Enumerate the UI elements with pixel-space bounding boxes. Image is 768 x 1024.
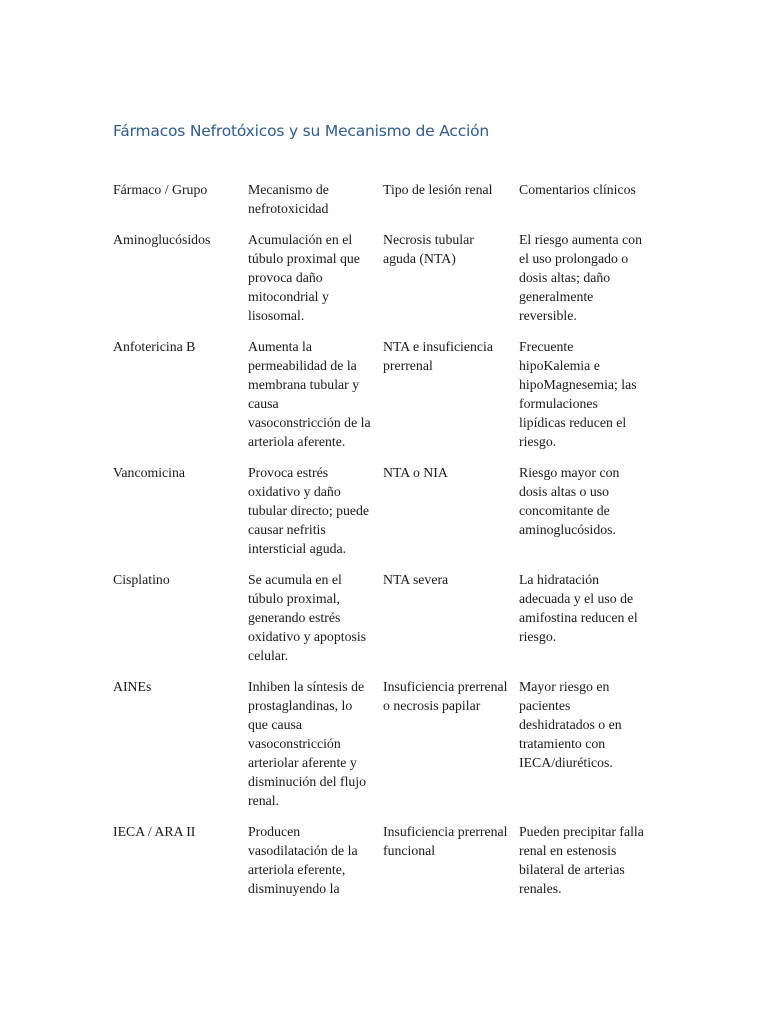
table-row xyxy=(113,822,673,898)
table-cell-mechanism: Aumenta la permeabilidad de la membrana tubular y causa vasoconstricción de la arteriola aferente. xyxy=(248,339,371,449)
table-cell-comments: Riesgo mayor con dosis altas o uso concomitante de aminoglucósidos. xyxy=(519,465,620,537)
table-cell-drug: AINEs xyxy=(113,679,152,694)
table-cell-drug: Cisplatino xyxy=(113,572,170,587)
table-cell-lesion: Insuficiencia prerrenal o necrosis papilar xyxy=(383,679,508,713)
drug-table xyxy=(113,180,673,910)
table-cell-drug: Vancomicina xyxy=(113,465,186,480)
table-row xyxy=(113,677,673,810)
table-cell-mechanism: Inhiben la síntesis de prostaglandinas, lo que causa vasoconstricción arteriolar aferente y disminución del flujo renal. xyxy=(248,679,367,808)
table-cell-drug: Anfotericina B xyxy=(113,339,196,354)
table-cell-lesion: NTA o NIA xyxy=(383,465,448,480)
page-title: Fármacos Nefrotóxicos y su Mecanismo de Acción xyxy=(113,122,490,140)
table-row xyxy=(113,463,673,558)
table-cell-lesion: Necrosis tubular aguda (NTA) xyxy=(383,232,474,266)
table-cell-comments: Pueden precipitar falla renal en estenosis bilateral de arterias renales. xyxy=(519,824,644,896)
table-cell-mechanism: Producen vasodilatación de la arteriola eferente, disminuyendo la xyxy=(248,824,358,896)
table-row xyxy=(113,570,673,665)
table-cell-comments: La hidratación adecuada y el uso de amifostina reducen el riesgo. xyxy=(519,572,638,644)
table-cell-drug: Aminoglucósidos xyxy=(113,232,211,247)
table-cell-lesion: NTA e insuficiencia prerrenal xyxy=(383,339,493,373)
table-cell-comments: El riesgo aumenta con el uso prolongado o dosis altas; daño generalmente reversible. xyxy=(519,232,642,323)
header-cell-drug: Fármaco / Grupo xyxy=(113,182,208,197)
table-cell-comments: Mayor riesgo en pacientes deshidratados o en tratamiento con IECA/diuréticos. xyxy=(519,679,622,770)
table-cell-mechanism: Se acumula en el túbulo proximal, generando estrés oxidativo y apoptosis celular. xyxy=(248,572,367,663)
table-cell-comments: Frecuente hipoKalemia e hipoMagnesemia; las formulaciones lipídicas reducen el riesgo. xyxy=(519,339,637,449)
table-cell-mechanism: Acumulación en el túbulo proximal que provoca daño mitocondrial y lisosomal. xyxy=(248,232,360,323)
table-row xyxy=(113,337,673,451)
table-cell-mechanism: Provoca estrés oxidativo y daño tubular directo; puede causar nefritis intersticial aguda. xyxy=(248,465,370,556)
table-header-row xyxy=(113,180,673,218)
table-cell-lesion: NTA severa xyxy=(383,572,449,587)
table-row xyxy=(113,230,673,325)
header-cell-comments: Comentarios clínicos xyxy=(519,182,636,197)
table-cell-drug: IECA / ARA II xyxy=(113,824,196,839)
header-cell-lesion: Tipo de lesión renal xyxy=(383,182,493,197)
table-cell-lesion: Insuficiencia prerrenal funcional xyxy=(383,824,508,858)
header-cell-mechanism: Mecanismo de nefrotoxicidad xyxy=(248,182,329,216)
